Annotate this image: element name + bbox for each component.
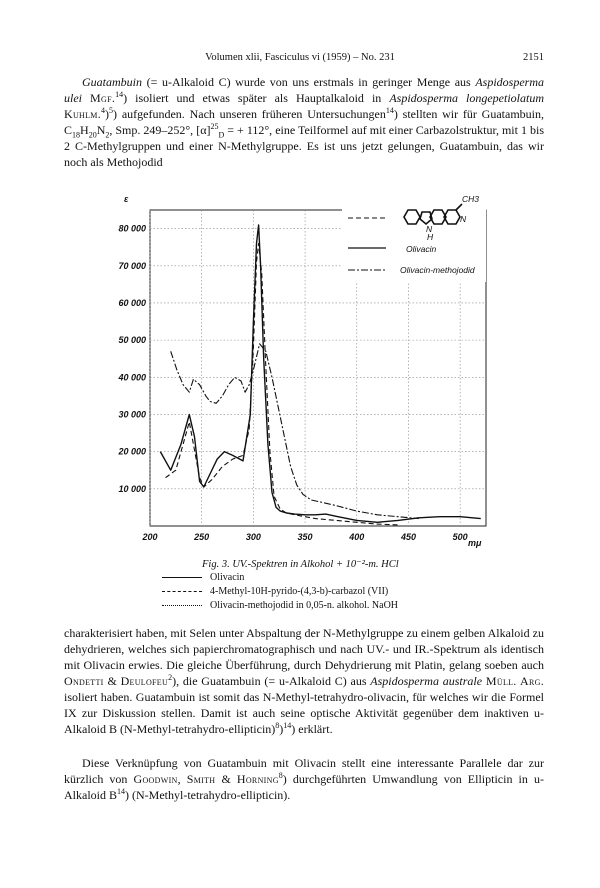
line-sample-solid (162, 577, 202, 578)
text-span: Aspidosperma ulei (64, 75, 544, 105)
footnote-ref: 8 (278, 771, 283, 780)
text-span: N (96, 123, 106, 137)
text-span: charakterisiert haben, mit Selen unter Abspaltung der N-Methylgruppe zu einem gelben Alkaloid zu dehydrieren, welches sich papierchromatographisch und nach UV.- und IR.-Spektrum als identisch mit Olivacin erwies. Die gleiche Überführung, durch Dehydrierung mit Platin, gelang soeben auch (64, 626, 544, 672)
caption-legend-row (162, 572, 244, 583)
series-line-dashdot (171, 344, 419, 519)
y-tick-label: 70 000 (118, 260, 146, 271)
y-tick-label: 80 000 (118, 223, 146, 234)
text-span: Smith (186, 772, 216, 786)
text-span: ) (279, 722, 284, 736)
y-tick-label: 10 000 (118, 483, 146, 494)
subscript: 20 (88, 130, 97, 140)
text-span: ) stellten wir für Guatambuin, C (64, 107, 544, 137)
text-span: & (103, 674, 121, 688)
x-tick-label: 450 (400, 532, 416, 542)
x-tick-label: 400 (349, 532, 365, 542)
caption-title: Fig. 3. UV.-Spektren in Alkohol + 10⁻²-m. HCl (202, 559, 399, 570)
text-span: H (80, 123, 89, 137)
y-tick-labels (117, 224, 146, 494)
caption-legend-row (162, 600, 398, 611)
paragraph-2 (64, 625, 544, 737)
text-span: Kuhlm. (64, 107, 102, 121)
x-axis-label: mμ (468, 538, 482, 548)
text-span: , Smp. 249–252°, [α] (109, 123, 211, 137)
text-span: = + 112°, eine Teilformel auf mit einer Carbazolstruktur, mit 1 bis 2 C-Methylgruppen und einer N-Methylgruppe. Es ist uns jetzt gelungen, Guatambuin, das wir noch als Methojodid (64, 123, 544, 169)
subscript: 2 (105, 130, 110, 140)
footnote-ref: 14 (117, 787, 125, 796)
text-span: isoliert haben. Guatambuin ist somit das N-Methyl-tetrahydro-olivacin, für welches wir die Formel IX zur Diskussion stellen. Damit ist auch seine optische Aktivität gegenüber dem inaktiven u-Alkaloid B (N-Methyl-tetrahydro-ellipticin) (64, 690, 544, 736)
y-tick-label: 30 000 (118, 409, 146, 420)
text-span: (= u-Alkaloid C) wurde von uns erstmals in geringer Menge aus (142, 75, 476, 89)
text-span: Deulofeu (120, 674, 169, 688)
caption-legend-text: 4-Methyl-10H-pyrido-(4,3-b)-carbazol (VII) (210, 586, 389, 597)
legend-ch3: CH3 (462, 194, 480, 204)
text-span: Diese Verknüpfung von Guatambuin mit Olivacin stellt eine interessante Parallele dar zur kürzlich von (64, 756, 544, 786)
x-tick-label: 350 (297, 532, 313, 542)
line-sample-dashed (162, 591, 202, 592)
x-tick-label: 500 (452, 532, 468, 542)
text-span: Müll. Arg. (485, 674, 545, 688)
text-span: Guatambuin (82, 75, 142, 89)
page-number: 2151 (523, 52, 544, 63)
paragraph-3 (64, 755, 544, 803)
caption-legend-text: Olivacin (210, 572, 245, 583)
footnote-ref: 14 (115, 90, 124, 99)
paragraph-1 (64, 74, 544, 170)
chart-legend (342, 194, 486, 282)
subscript: 18 (72, 130, 81, 140)
text-span: ) aufgefunden. Nach unseren früheren Untersuchungen (113, 107, 386, 121)
y-tick-label: 20 000 (118, 446, 146, 457)
footnote-ref: 4 (101, 106, 106, 115)
legend-atom-h: H (427, 232, 434, 242)
legend-olivacin: Olivacin (406, 244, 437, 254)
text-span: , (177, 772, 187, 786)
x-tick-label: 200 (142, 532, 158, 542)
subscript: D (218, 130, 225, 140)
text-span: ) isoliert und etwas später als Hauptalkaloid in (123, 91, 390, 105)
text-span: Aspidosperma longepetiolatum (389, 91, 544, 105)
footnote-ref: 5 (109, 106, 114, 115)
text-span: Mgf. (90, 91, 116, 105)
footnote-ref: 8 (275, 721, 280, 730)
y-tick-label: 50 000 (118, 335, 146, 346)
legend-methojodid: Olivacin-methojodid (400, 265, 475, 275)
footnote-ref: 14 (283, 721, 292, 730)
text-span: ) (N-Methyl-tetrahydro-ellipticin). (125, 788, 291, 802)
caption-legend-row (162, 586, 388, 597)
text-span: Horning (236, 772, 279, 786)
footnote-ref: 2 (168, 673, 173, 682)
text-span: Ondetti (64, 674, 104, 688)
legend-atom-n1: N (460, 214, 467, 224)
y-tick-label: 60 000 (118, 297, 146, 308)
text-span: ), die Guatambuin (= u-Alkaloid C) aus (172, 674, 371, 688)
text-span: ) erklärt. (291, 722, 333, 736)
text-span (82, 91, 90, 105)
x-tick-label: 300 (245, 532, 261, 542)
y-tick-label: 40 000 (118, 372, 146, 383)
uv-spectra-chart (110, 190, 510, 550)
uv-spectra-figure (110, 190, 510, 550)
x-tick-label: 250 (194, 532, 210, 542)
journal-header: Volumen xlii, Fasciculus vi (1959) – No. 231 (205, 52, 395, 63)
legend-atom-n2: N (426, 224, 433, 234)
caption-legend-text: Olivacin-methojodid in 0,05-n. alkohol. NaOH (210, 600, 399, 611)
text-span: Goodwin (133, 772, 178, 786)
text-span: Aspidosperma australe (370, 674, 483, 688)
y-axis-label: ε (124, 194, 129, 204)
x-tick-labels (141, 532, 467, 542)
text-span: ) (105, 107, 110, 121)
superscript: 25 (210, 122, 219, 131)
footnote-ref: 14 (385, 106, 394, 115)
line-sample-dashdot (162, 605, 202, 606)
text-span: & (215, 772, 237, 786)
page-header (56, 52, 544, 66)
text-span: ) durchgeführten Umwandlung von Ellipticin in u-Alkaloid B (64, 772, 544, 802)
